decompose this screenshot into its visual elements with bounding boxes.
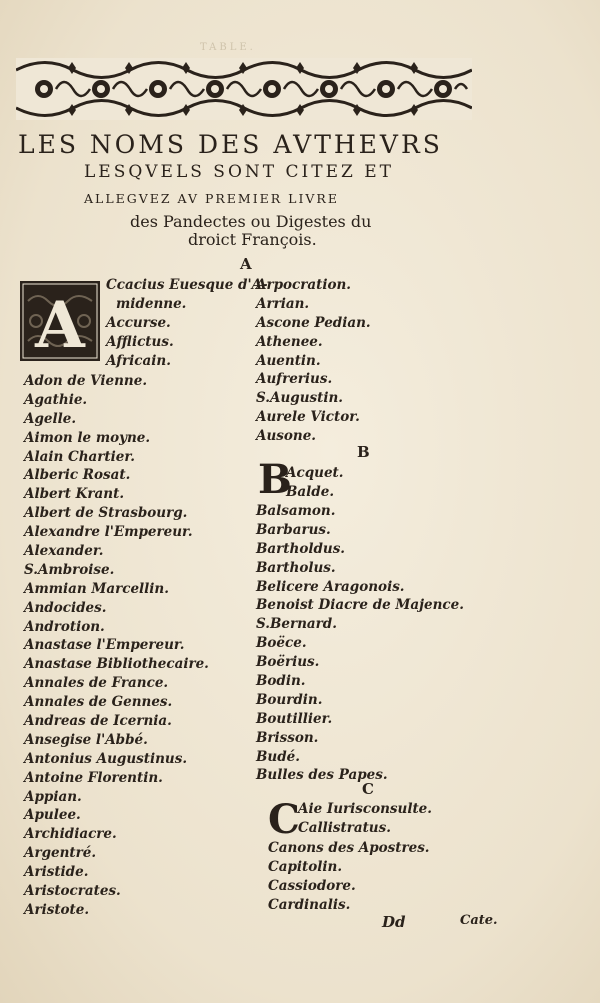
list-item: Ansegise l'Abbé. (24, 731, 148, 748)
list-item: Agathie. (24, 391, 88, 408)
list-item: Auentin. (256, 352, 321, 369)
list-item: Arpocration. (256, 277, 351, 293)
list-item: Albert Krant. (24, 486, 125, 503)
list-item: Annales de Gennes. (24, 694, 173, 711)
decorated-initial-a-icon (20, 281, 100, 361)
list-item: Aufrerius. (256, 371, 333, 388)
list-b-indented (286, 464, 343, 502)
list-item: Athenee. (256, 333, 323, 350)
list-item: Ascone Pedian. (256, 314, 371, 331)
list-item: Bartholdus. (256, 540, 346, 557)
catchword: Cate. (460, 913, 498, 928)
section-letter-c: C (362, 780, 374, 798)
list-item: Andreas de Icernia. (24, 713, 172, 730)
list-item: Antoine Florentin. (24, 769, 163, 786)
list-item: Capitolin. (268, 858, 343, 875)
list-item: Bulles des Papes. (256, 767, 388, 784)
list-item: Aristide. (24, 864, 89, 881)
title-line-5: droict François. (188, 230, 317, 249)
list-item: Ccacius Euesque d'A- (106, 277, 268, 293)
list-item: Boëce. (256, 635, 307, 652)
list-item: Archidiacre. (24, 826, 117, 843)
list-item: Arrian. (256, 295, 310, 312)
list-item: Aie Iurisconsulte. (298, 801, 432, 817)
title-line-1: LES NOMS DES AVTHEVRS (18, 130, 443, 159)
list-item: Budé. (256, 748, 300, 765)
list-item: Accurse. (106, 314, 171, 331)
list-item: midenne. (116, 295, 187, 312)
list-item: Antonius Augustinus. (24, 750, 188, 767)
list-item: Anastase Bibliothecaire. (24, 656, 209, 673)
list-item: Africain. (106, 352, 171, 369)
list-item: S.Augustin. (256, 390, 343, 407)
list-item: Androtion. (24, 618, 105, 635)
signature-mark: Dd (382, 913, 406, 931)
list-item: Belicere Aragonois. (256, 578, 405, 595)
list-item: Barbarus. (256, 521, 331, 538)
list-item: Apulee. (24, 807, 81, 824)
list-item: S.Ambroise. (24, 561, 115, 578)
initial-letter: A (35, 288, 85, 361)
show-through-header: TABLE. (200, 42, 256, 53)
list-item: Aimon le moyne. (24, 429, 151, 446)
list-b (256, 502, 464, 785)
list-a-right (256, 276, 371, 446)
list-item: Albert de Strasbourg. (24, 505, 188, 522)
list-item: Anastase l'Empereur. (24, 637, 185, 654)
list-item: Callistratus. (298, 819, 391, 836)
ornament-headpiece-icon (16, 58, 472, 120)
list-item: Alain Chartier. (24, 448, 135, 465)
list-item: Andocides. (24, 599, 107, 616)
list-item: Aristote. (24, 901, 90, 918)
list-a-indented (106, 276, 268, 370)
list-item: Argentré. (24, 845, 97, 862)
list-a-left (24, 372, 209, 920)
title-line-2: LESQVELS SONT CITEZ ET (84, 162, 394, 182)
list-item: Bourdin. (256, 691, 323, 708)
list-item: Ausone. (256, 428, 316, 445)
list-item: Appian. (24, 788, 82, 805)
list-item: Ammian Marcellin. (24, 580, 169, 597)
list-item: Agelle. (24, 410, 77, 427)
drop-cap-b: B (258, 456, 292, 503)
list-item: Alexander. (24, 543, 104, 560)
list-item: Aurele Victor. (256, 409, 360, 426)
list-c (268, 839, 430, 915)
title-line-4: des Pandectes ou Digestes du (130, 212, 372, 231)
list-item: Bodin. (256, 673, 306, 690)
section-letter-b: B (357, 443, 370, 461)
list-item: Bartholus. (256, 559, 336, 576)
list-item: Cardinalis. (268, 896, 351, 913)
list-item: Alberic Rosat. (24, 467, 131, 484)
title-line-3: ALLEGVEZ AV PREMIER LIVRE (84, 191, 339, 206)
list-c-indented (298, 800, 432, 838)
list-item: Cassiodore. (268, 877, 356, 894)
list-item: Acquet. (286, 465, 344, 481)
list-item: Balsamon. (256, 503, 336, 519)
list-item: Brisson. (256, 729, 319, 746)
list-item: Benoist Diacre de Majence. (256, 597, 464, 614)
list-item: S.Bernard. (256, 616, 337, 633)
list-item: Adon de Vienne. (24, 373, 148, 389)
list-item: Boutillier. (256, 710, 333, 727)
list-item: Alexandre l'Empereur. (24, 524, 193, 541)
section-letter-a: A (240, 255, 252, 273)
list-item: Afflictus. (106, 333, 174, 350)
list-item: Balde. (286, 483, 335, 500)
drop-cap-c: C (268, 796, 300, 843)
list-item: Aristocrates. (24, 883, 121, 900)
list-item: Canons des Apostres. (268, 840, 430, 856)
list-item: Annales de France. (24, 675, 169, 692)
list-item: Boërius. (256, 654, 320, 671)
